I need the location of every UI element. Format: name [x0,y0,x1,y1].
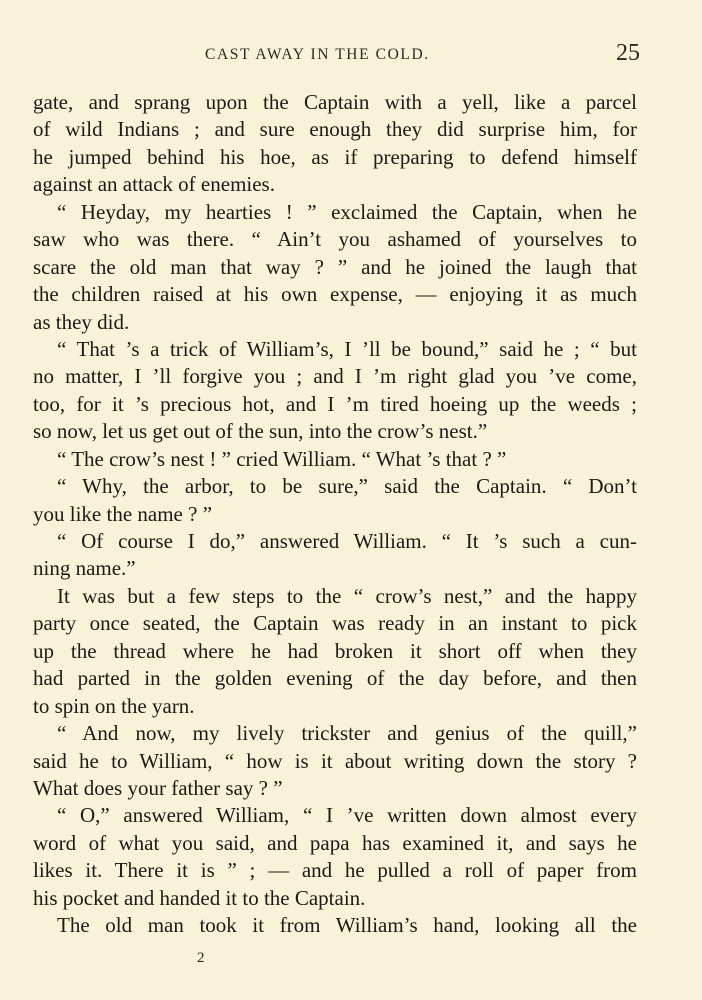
text-line: “ The crow’s nest ! ” cried William. “ What ’s that ? ” [57,446,507,471]
text-line: so now, let us get out of the sun, into the crow’s nest.” [33,419,488,444]
text-line: “ Why, the arbor, to be sure,” said the Captain. “ Don’t [57,474,637,499]
body-text [33,89,637,940]
text-line: “ Of course I do,” answered William. “ It ’s such a cun- [57,529,637,553]
text-line: saw who was there. “ Ain’t you ashamed of yourselves to [33,227,637,252]
text-line: his pocket and handed it to the Captain. [33,885,366,910]
text-line: too, for it ’s precious hot, and I ’m tired hoeing up the weeds ; [33,391,637,416]
text-line: likes it. There it is ” ; — and he pulled a roll of paper from [33,858,637,883]
text-line: gate, and sprang upon the Captain with a yell, like a parcel [33,90,637,114]
text-line: he jumped behind his hoe, as if preparing to defend himself [33,144,637,169]
text-line: no matter, I ’ll forgive you ; and I ’m right glad you ’ve come, [33,364,637,389]
text-line: up the thread where he had broken it short off when they [33,638,637,663]
text-line: ning name.” [33,556,136,581]
running-head: CAST AWAY IN THE COLD. [205,46,430,63]
text-line: of wild Indians ; and sure enough they did surprise him, for [33,117,637,142]
text-line: to spin on the yarn. [33,693,195,718]
text-line: the children raised at his own expense, — enjoying it as much [33,282,637,307]
text-line: said he to William, “ how is it about writing down the story ? [33,748,637,773]
text-line: had parted in the golden evening of the day before, and then [33,666,637,691]
text-line: word of what you said, and papa has examined it, and says he [33,830,637,855]
page-number: 25 [616,40,640,66]
text-line: “ That ’s a trick of William’s, I ’ll be bound,” said he ; “ but [57,336,637,361]
text-line: party once seated, the Captain was ready in an instant to pick [33,611,637,636]
text-line: “ O,” answered William, “ I ’ve written down almost every [57,803,637,828]
text-line: It was but a few steps to the “ crow’s nest,” and the happy [57,583,637,608]
text-line: against an attack of enemies. [33,172,275,197]
text-line: you like the name ? ” [33,501,213,526]
text-line: as they did. [33,309,130,334]
signature-mark: 2 [197,950,205,966]
text-line: The old man took it from William’s hand, looking all the [57,913,637,938]
text-line: “ Heyday, my hearties ! ” exclaimed the Captain, when he [57,199,637,224]
text-line: What does your father say ? ” [33,775,283,800]
text-line: “ And now, my lively trickster and genius of the quill,” [57,721,637,746]
text-line: scare the old man that way ? ” and he joined the laugh that [33,254,637,279]
